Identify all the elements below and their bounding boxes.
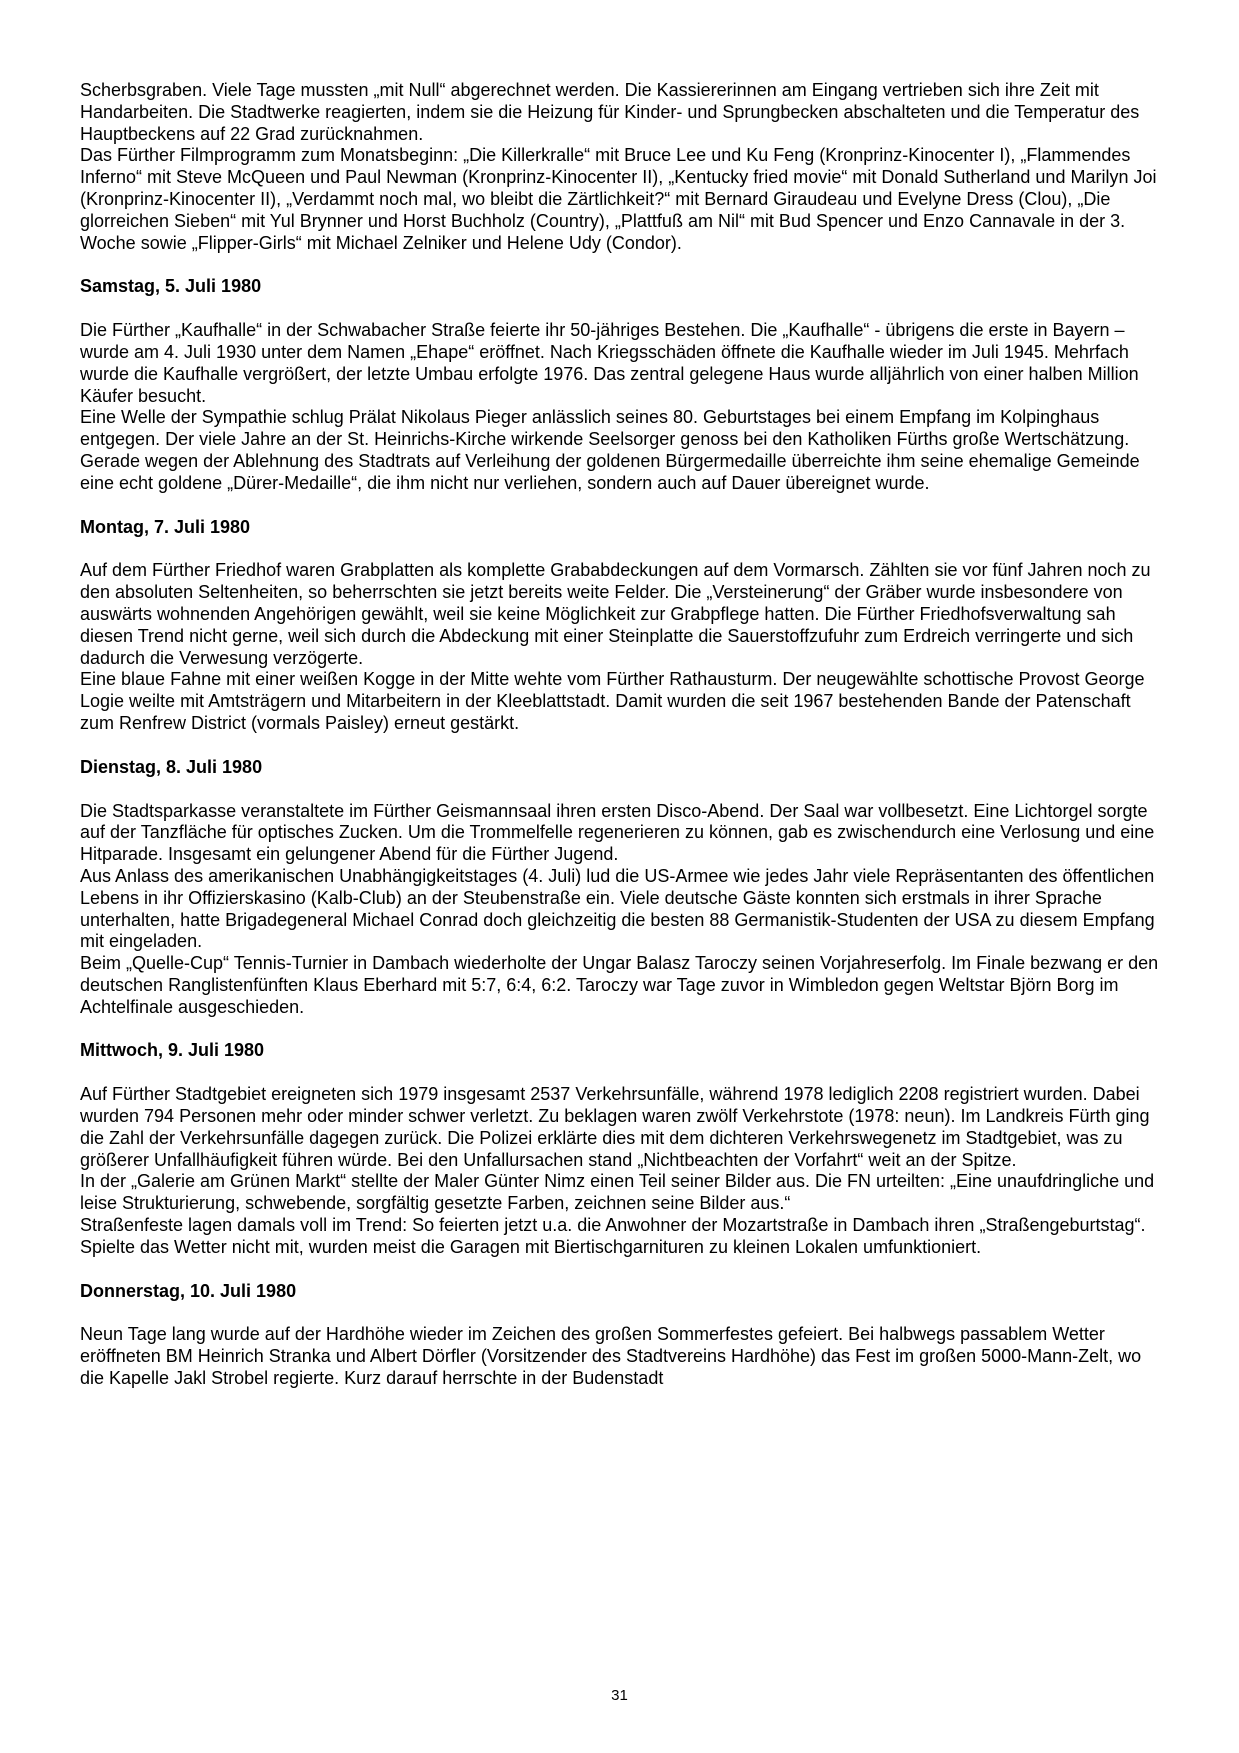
paragraph-us-armee: Aus Anlass des amerikanischen Unabhängigkeitstages (4. Juli) lud die US-Armee wie jedes Jahr viele Repräsentanten des öffentlichen Lebens in ihr Offizierskasino (Kalb-Club) an der Steubenstraße ein. Viele deutsche Gäste konnten sich erstmals in ihrer Sprache unterhalten, hatte Brigadegeneral Michael Conrad doch gleichzeitig die besten 88 Germanistik-Studenten der USA zu diesem Empfang mit eingeladen. bbox=[80, 865, 1155, 952]
section-heading-donnerstag-10-juli: Donnerstag, 10. Juli 1980 bbox=[80, 1280, 297, 1301]
paragraph-verkehrsunfaelle: Auf Fürther Stadtgebiet ereigneten sich 1979 insgesamt 2537 Verkehrsunfälle, während 1978 lediglich 2208 registriert wurden. Dabei wurden 794 Personen mehr oder minder schwer verletzt. Zu beklagen waren zwölf Verkehrstote (1978: neun). Im Landkreis Fürth ging die Zahl der Verkehrsunfälle dagegen zurück. Die Polizei erklärte dies mit dem dichteren Verkehrswegenetz im Stadtgebiet, was zu größerer Unfallhäufigkeit führen würde. Bei den Unfallursachen stand „Nichtbeachten der Vorfahrt“ weit an der Spitze. bbox=[80, 1084, 1150, 1170]
page-number: 31 bbox=[611, 1687, 628, 1704]
paragraph-blaue-fahne: Eine blaue Fahne mit einer weißen Kogge in der Mitte wehte vom Fürther Rathausturm. Der neugewählte schottische Provost George Logie weilte mit Amtsträgern und Mitarbeitern in der Kleeblattstadt. Damit wurden die seit 1967 bestehenden Bande der Patenschaft zum Renfrew District (vormals Paisley) erneut gestärkt. bbox=[80, 669, 1145, 733]
paragraph-quelle-cup: Beim „Quelle-Cup“ Tennis-Turnier in Dambach wiederholte der Ungar Balasz Taroczy seinen Vorjahreserfolg. Im Finale bezwang er den deutschen Ranglistenfünften Klaus Eberhard mit 5:7, 6:4, 6:2. Taroczy war Tage zuvor in Wimbledon gegen Weltstar Björn Borg im Achtelfinale ausgeschieden. bbox=[80, 953, 1159, 1017]
document-content bbox=[80, 80, 1163, 1390]
paragraph-galerie-gruener-markt: In der „Galerie am Grünen Markt“ stellte der Maler Günter Nimz einen Teil seiner Bilder aus. Die FN urteilten: „Eine unaufdringliche und leise Strukturierung, schwebende, sorgfältig gesetzte Farben, zeichnen seine Bilder aus.“ bbox=[80, 1171, 1155, 1214]
paragraph-intro-pool: Scherbsgraben. Viele Tage mussten „mit Null“ abgerechnet werden. Die Kassiererinnen am Eingang vertrieben sich ihre Zeit mit Handarbeiten. Die Stadtwerke reagierten, indem sie die Heizung für Kinder- und Sprungbecken abschalteten und die Temperatur des Hauptbeckens auf 22 Grad zurücknahmen. bbox=[80, 80, 1140, 144]
paragraph-friedhof: Auf dem Fürther Friedhof waren Grabplatten als komplette Grababdeckungen auf dem Vormarsch. Zählten sie vor fünf Jahren noch zu den absoluten Seltenheiten, so beherrschten sie jetzt bereits weite Felder. Die „Versteinerung“ der Gräber wurde insbesondere von auswärts wohnenden Angehörigen gewählt, weil sie keine Möglichkeit zur Grabpflege hatten. Die Fürther Friedhofsverwaltung sah diesen Trend nicht gerne, weil sich durch die Abdeckung mit einer Steinplatte die Sauerstoffzufuhr zum Erdreich verringerte und sich dadurch die Verwesung verzögerte. bbox=[80, 560, 1151, 668]
section-heading-dienstag-8-juli: Dienstag, 8. Juli 1980 bbox=[80, 756, 263, 777]
paragraph-kaufhalle: Die Fürther „Kaufhalle“ in der Schwabacher Straße feierte ihr 50-jähriges Bestehen. Die „Kaufhalle“ - übrigens die erste in Bayern – wurde am 4. Juli 1930 unter dem Namen „Ehape“ eröffnet. Nach Kriegsschäden öffnete die Kaufhalle wieder im Juli 1945. Mehrfach wurde die Kaufhalle vergrößert, der letzte Umbau erfolgte 1976. Das zentral gelegene Haus wurde alljährlich von einer halben Million Käufer besucht. bbox=[80, 320, 1139, 406]
paragraph-hardhoehe-sommerfest: Neun Tage lang wurde auf der Hardhöhe wieder im Zeichen des großen Sommerfestes gefeiert. Bei halbwegs passablem Wetter eröffneten BM Heinrich Stranka und Albert Dörfler (Vorsitzender des Stadtvereins Hardhöhe) das Fest im großen 5000-Mann-Zelt, wo die Kapelle Jakl Strobel regierte. Kurz darauf herrschte in der Budenstadt bbox=[80, 1324, 1142, 1389]
paragraph-disco-abend: Die Stadtsparkasse veranstaltete im Fürther Geismannsaal ihren ersten Disco-Abend. Der Saal war vollbesetzt. Eine Lichtorgel sorgte auf der Tanzfläche für optisches Zucken. Um die Trommelfelle regenerieren zu können, gab es zwischendurch eine Verlosung und eine Hitparade. Insgesamt ein gelungener Abend für die Fürther Jugend. bbox=[80, 800, 1155, 865]
section-heading-mittwoch-9-juli: Mittwoch, 9. Juli 1980 bbox=[80, 1040, 265, 1061]
paragraph-film-program: Das Fürther Filmprogramm zum Monatsbeginn: „Die Killerkralle“ mit Bruce Lee und Ku Feng (Kronprinz-Kinocenter I), „Flammendes Inferno“ mit Steve McQueen und Paul Newman (Kronprinz-Kinocenter II), „Kentucky fried movie“ mit Donald Sutherland und Marilyn Joi (Kronprinz-Kinocenter II), „Verdammt noch mal, wo bleibt die Zärtlichkeit?“ mit Bernard Giraudeau und Evelyne Dress (Clou), „Die glorreichen Sieben“ mit Yul Brynner und Horst Buchholz (Country), „Plattfuß am Nil“ mit Bud Spencer und Enzo Cannavale in der 3. Woche sowie „Flipper-Girls“ mit Michael Zelniker und Helene Udy (Condor). bbox=[80, 145, 1157, 253]
paragraph-strassenfeste: Straßenfeste lagen damals voll im Trend: So feierten jetzt u.a. die Anwohner der Mozartstraße in Dambach ihren „Straßengeburtstag“. Spielte das Wetter nicht mit, wurden meist die Garagen mit Biertischgarnituren zu kleinen Lokalen umfunktioniert. bbox=[80, 1215, 1146, 1257]
section-heading-samstag-5-juli: Samstag, 5. Juli 1980 bbox=[80, 276, 262, 297]
paragraph-praelat-pieger: Eine Welle der Sympathie schlug Prälat Nikolaus Pieger anlässlich seines 80. Geburtstages bei einem Empfang im Kolpinghaus entgegen. Der viele Jahre an der St. Heinrichs-Kirche wirkende Seelsorger genoss bei den Katholiken Fürths große Wertschätzung. Gerade wegen der Ablehnung des Stadtrats auf Verleihung der goldenen Bürgermedaille überreichte ihm seine ehemalige Gemeinde eine echt goldene „Dürer-Medaille“, die ihm nicht nur verliehen, sondern auch auf Dauer übereignet wurde. bbox=[80, 407, 1140, 493]
section-heading-montag-7-juli: Montag, 7. Juli 1980 bbox=[80, 516, 251, 537]
